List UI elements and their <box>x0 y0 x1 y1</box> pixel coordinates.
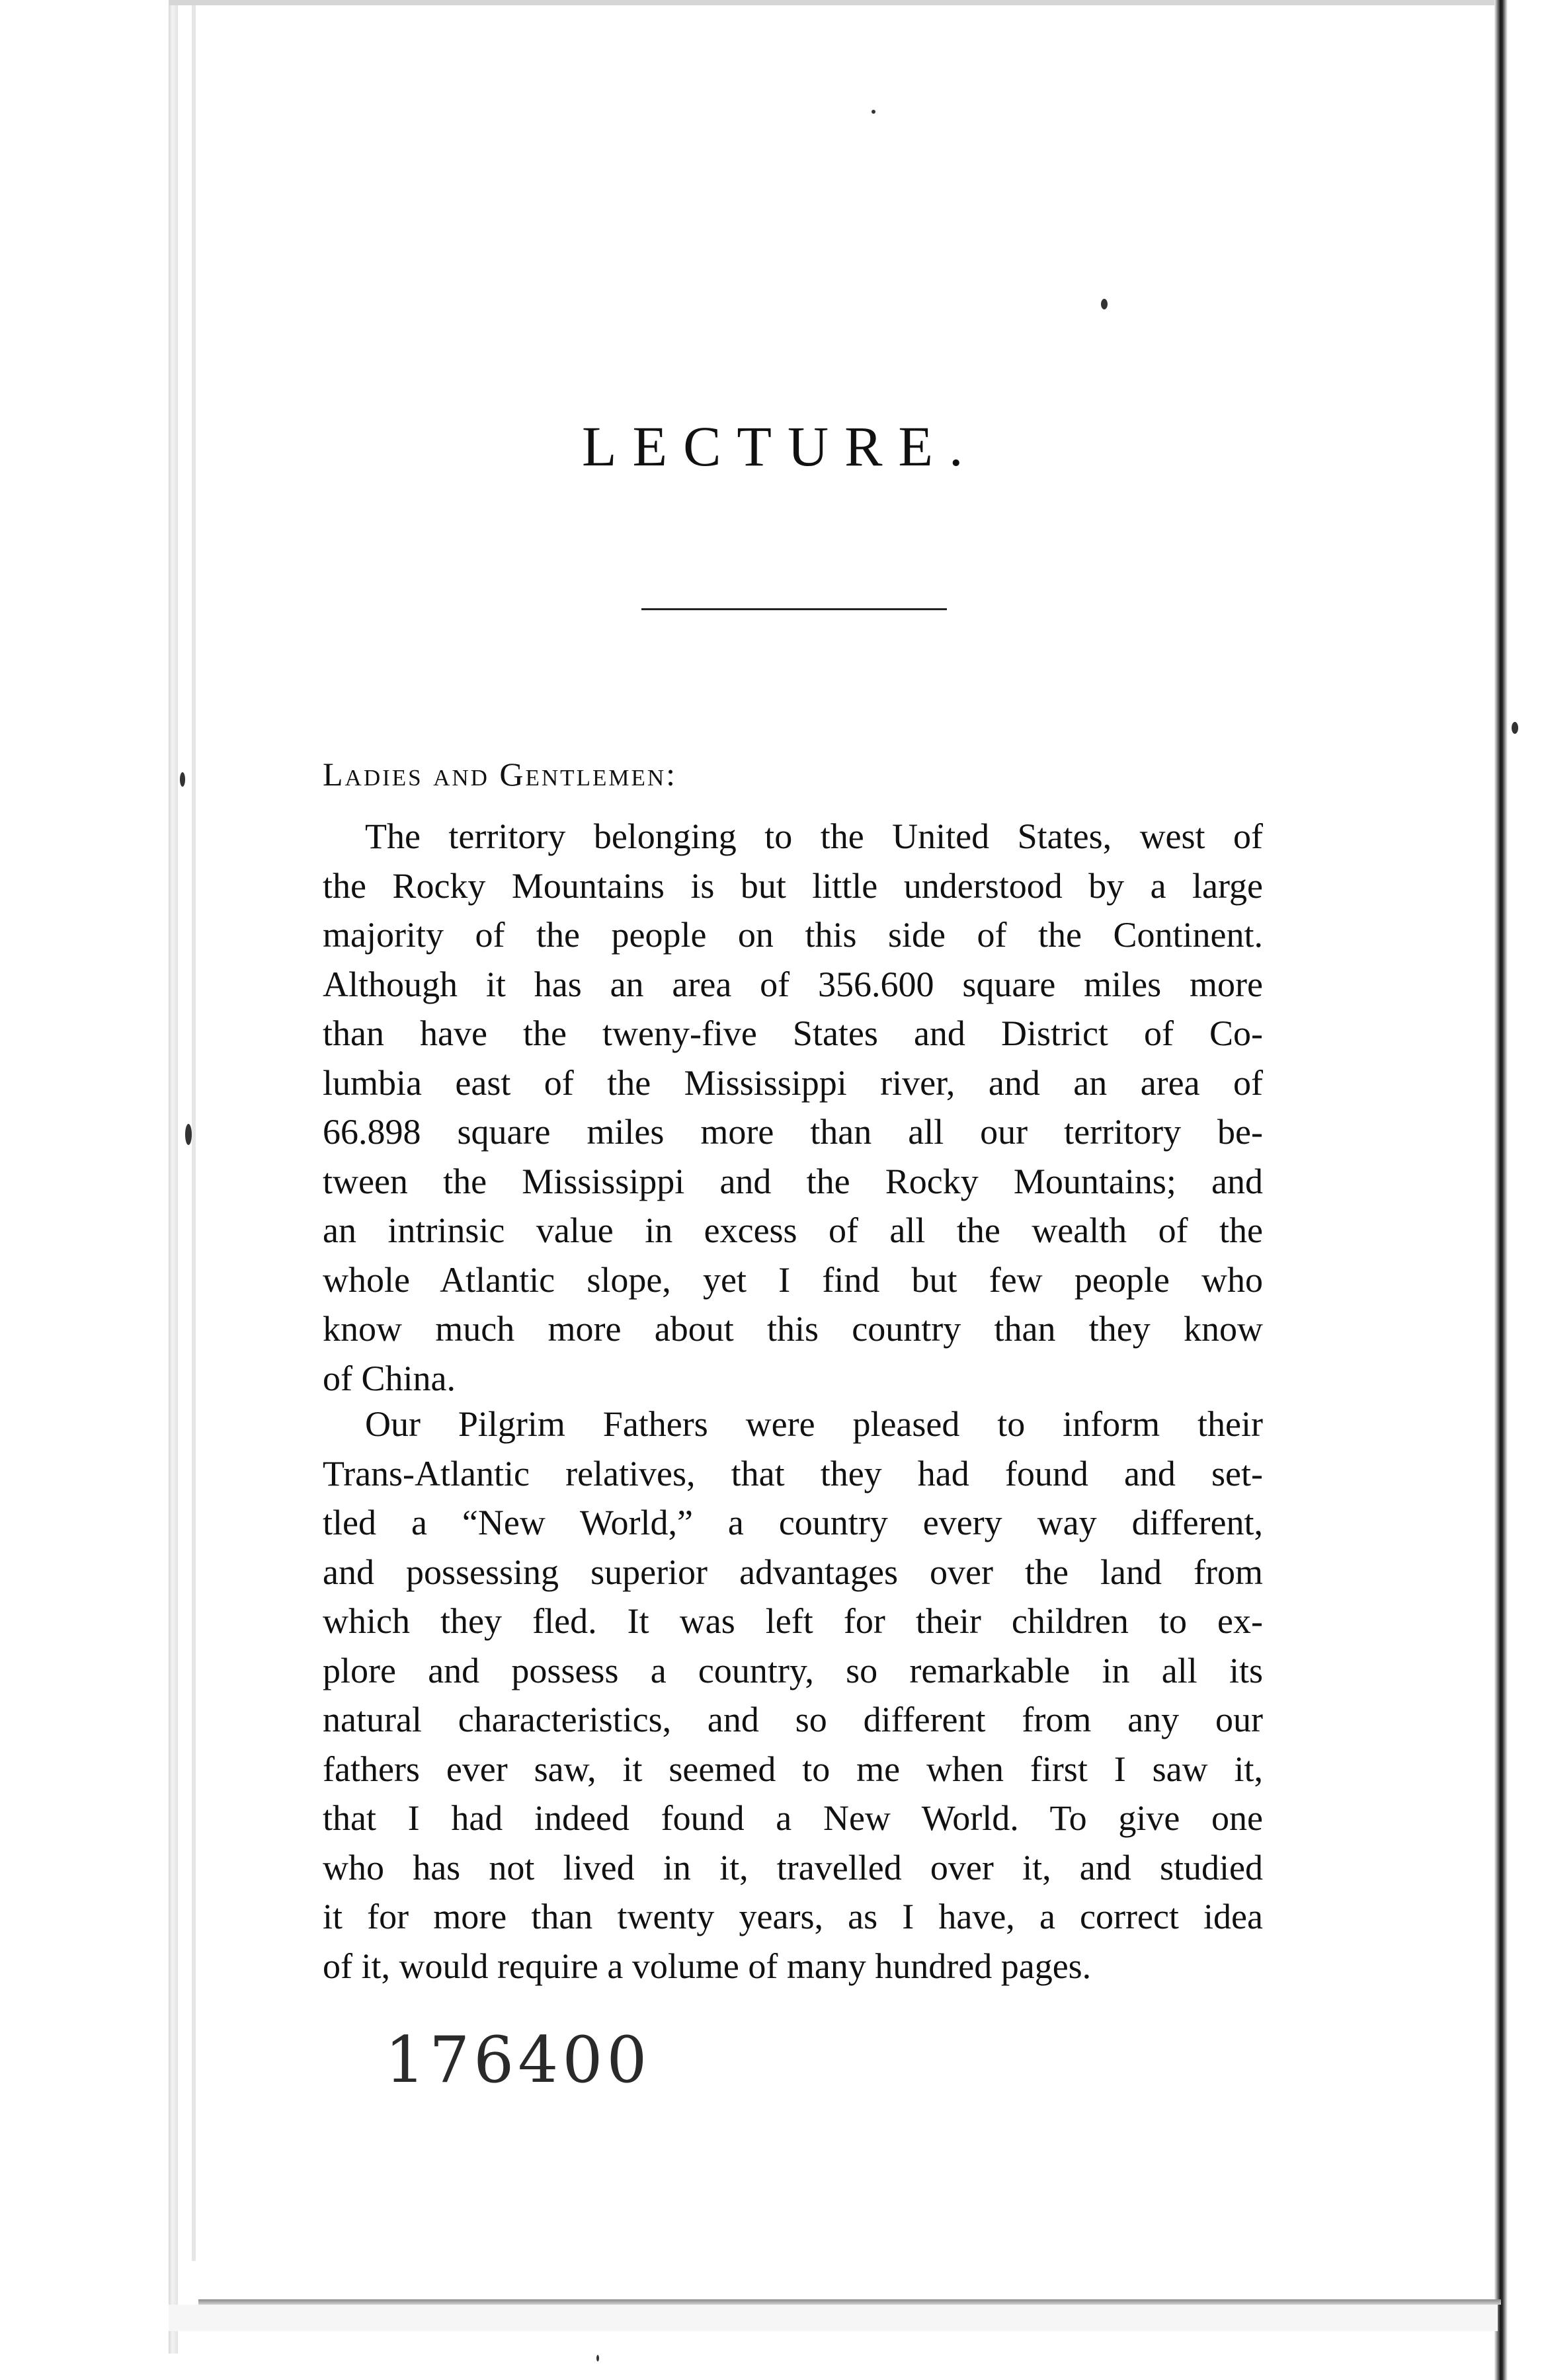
text-line: Although it has an area of 356.600 square miles more <box>323 964 1263 1004</box>
text-line: whole Atlantic slope, yet I find but few people who <box>323 1259 1263 1300</box>
top-page-edge <box>169 0 1504 5</box>
accession-number-stamp: 176400 <box>385 2023 651 2097</box>
text-line: of it, would require a volume of many hundred pages. <box>323 1946 1092 1986</box>
bottom-margin-shadow <box>169 2305 1498 2331</box>
text-line: Our Pilgrim Fathers were pleased to inform their <box>365 1404 1263 1444</box>
scan-speck <box>872 110 875 114</box>
scan-speck <box>1512 722 1518 734</box>
text-line: natural characteristics, and so different from any our <box>323 1700 1263 1739</box>
text-line: that I had indeed found a New World. To give one <box>323 1798 1263 1838</box>
text-line: who has not lived in it, travelled over it, and studied <box>323 1847 1263 1887</box>
text-line: majority of the people on this side of the Continent. <box>323 915 1263 955</box>
text-line: of China. <box>323 1358 456 1398</box>
text-line: the Rocky Mountains is but little understood by a large <box>323 865 1263 906</box>
paragraph-1 <box>323 812 1263 1403</box>
binding-edge <box>169 0 178 2354</box>
text-line: an intrinsic value in excess of all the wealth of the <box>323 1210 1263 1250</box>
left-margin <box>0 0 169 2380</box>
scan-speck <box>1101 299 1108 309</box>
salutation: Ladies and Gentlemen: <box>323 756 677 793</box>
text-line: tween the Mississippi and the Rocky Mountains; and <box>323 1161 1263 1201</box>
text-line: Trans-Atlantic relatives, that they had found and set- <box>323 1453 1263 1493</box>
text-line: plore and possess a country, so remarkable in all its <box>323 1650 1263 1690</box>
text-line: know much more about this country than they know <box>323 1309 1263 1349</box>
bottom-page-edge <box>198 2299 1501 2305</box>
scan-speck <box>180 772 185 787</box>
text-line: it for more than twenty years, as I have, a correct idea <box>323 1897 1263 1936</box>
text-line: The territory belonging to the United States, west of <box>365 816 1263 856</box>
page-title: LECTURE. <box>582 415 979 478</box>
paragraph-2 <box>323 1400 1263 1991</box>
gutter-shadow <box>192 0 196 2261</box>
title-divider <box>641 608 947 610</box>
text-line: lumbia east of the Mississippi river, and an area of <box>323 1062 1263 1103</box>
scan-speck <box>596 2355 599 2361</box>
text-line: and possessing superior advantages over the land from <box>323 1552 1263 1592</box>
right-page-edge <box>1494 0 1508 2380</box>
text-line: than have the tweny-five States and District of Co- <box>323 1013 1263 1053</box>
scan-speck <box>185 1124 192 1145</box>
text-line: fathers ever saw, it seemed to me when first I saw it, <box>323 1749 1263 1789</box>
text-line: which they fled. It was left for their children to ex- <box>323 1601 1263 1641</box>
text-line: 66.898 square miles more than all our territory be- <box>323 1112 1263 1152</box>
text-line: tled a “New World,” a country every way different, <box>323 1503 1263 1542</box>
